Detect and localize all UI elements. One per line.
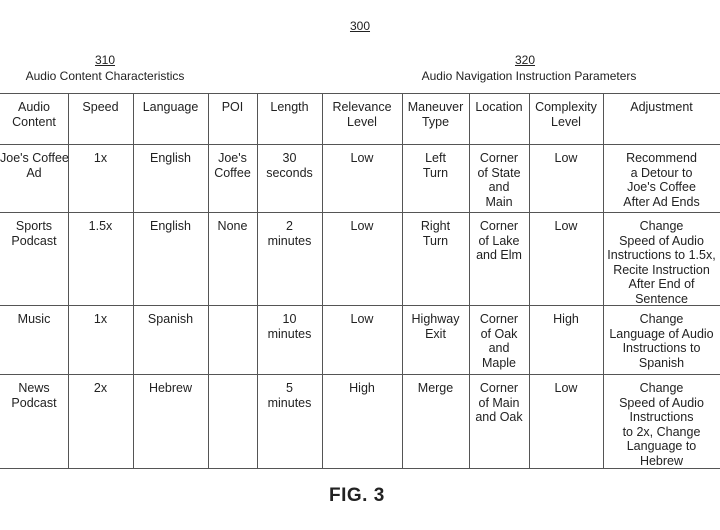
table-cell-location: Corner of Lake and Elm xyxy=(476,219,522,262)
table-cell-language: Spanish xyxy=(147,312,194,326)
table-cell-maneuver-type: Highway Exit xyxy=(411,312,460,341)
table-cell-location: Corner of Oak and Maple xyxy=(479,312,519,370)
table-cell-language: English xyxy=(150,219,191,233)
table-cell-speed: 1x xyxy=(93,312,108,326)
table-cell-maneuver-type: Right Turn xyxy=(420,219,451,248)
table-cell-audio-content: News Podcast xyxy=(11,381,57,410)
right-section-reference: 320 xyxy=(514,53,536,67)
table-column-divider xyxy=(133,93,134,468)
table-cell-relevance-level: Low xyxy=(350,151,374,165)
table-cell-length: 5 minutes xyxy=(267,381,312,410)
table-cell-maneuver-type: Merge xyxy=(417,381,454,395)
table-column-divider xyxy=(402,93,403,468)
table-row-divider xyxy=(0,93,720,94)
table-cell-complexity-level: Low xyxy=(554,151,578,165)
table-cell-language: English xyxy=(150,151,191,165)
table-column-divider xyxy=(257,93,258,468)
table-header-adjustment: Adjustment xyxy=(630,100,693,114)
table-header-poi: POI xyxy=(221,100,244,114)
figure-label: FIG. 3 xyxy=(329,485,385,506)
table-cell-audio-content: Sports Podcast xyxy=(11,219,57,248)
table-header-length: Length xyxy=(270,100,309,114)
table-header-maneuver-type: Maneuver Type xyxy=(407,100,464,129)
table-cell-length: 30 seconds xyxy=(266,151,313,180)
table-row-divider xyxy=(0,212,720,213)
table-cell-audio-content: Joe's Coffee Ad xyxy=(0,151,69,180)
table-cell-length: 2 minutes xyxy=(267,219,312,248)
table-cell-adjustment: Change Speed of Audio Instructions to 1.5x, Recite Instruction After End of Sentence xyxy=(607,219,716,306)
table-cell-relevance-level: Low xyxy=(350,312,374,326)
table-header-language: Language xyxy=(142,100,199,114)
table-row-divider xyxy=(0,374,720,375)
table-cell-location: Corner of Main and Oak xyxy=(475,381,523,424)
table-cell-audio-content: Music xyxy=(17,312,51,326)
table-cell-location: Corner of State and Main xyxy=(477,151,521,209)
table-header-location: Location xyxy=(475,100,523,114)
table-cell-relevance-level: Low xyxy=(350,219,374,233)
table-cell-complexity-level: Low xyxy=(554,381,578,395)
table-cell-length: 10 minutes xyxy=(267,312,312,341)
right-section-caption: Audio Navigation Instruction Parameters xyxy=(421,69,637,83)
table-column-divider xyxy=(68,93,69,468)
table-column-divider xyxy=(529,93,530,468)
left-section-caption: Audio Content Characteristics xyxy=(25,69,185,83)
table-row-divider xyxy=(0,144,720,145)
table-cell-speed: 2x xyxy=(93,381,108,395)
table-cell-maneuver-type: Left Turn xyxy=(422,151,449,180)
table-header-complexity-level: Complexity Level xyxy=(535,100,597,129)
table-cell-adjustment: Change Speed of Audio Instructions to 2x, Change Language to Hebrew xyxy=(619,381,704,468)
figure-reference-number: 300 xyxy=(349,19,371,33)
table-cell-adjustment: Recommend a Detour to Joe's Coffee After Ad Ends xyxy=(623,151,700,209)
parameters-table xyxy=(0,93,720,468)
table-cell-relevance-level: High xyxy=(349,381,375,395)
table-row-divider xyxy=(0,468,720,469)
table-cell-poi: None xyxy=(217,219,248,233)
table-header-relevance-level: Relevance Level xyxy=(332,100,392,129)
table-cell-language: Hebrew xyxy=(148,381,193,395)
left-section-reference: 310 xyxy=(94,53,116,67)
table-cell-speed: 1x xyxy=(93,151,108,165)
table-column-divider xyxy=(322,93,323,468)
table-cell-complexity-level: Low xyxy=(554,219,578,233)
table-cell-speed: 1.5x xyxy=(88,219,113,233)
table-cell-poi: Joe's Coffee xyxy=(214,151,251,180)
table-header-audio-content: Audio Content xyxy=(12,100,56,129)
table-cell-complexity-level: High xyxy=(553,312,579,326)
table-column-divider xyxy=(208,93,209,468)
table-cell-adjustment: Change Language of Audio Instructions to Spanish xyxy=(609,312,714,370)
table-header-speed: Speed xyxy=(82,100,119,114)
